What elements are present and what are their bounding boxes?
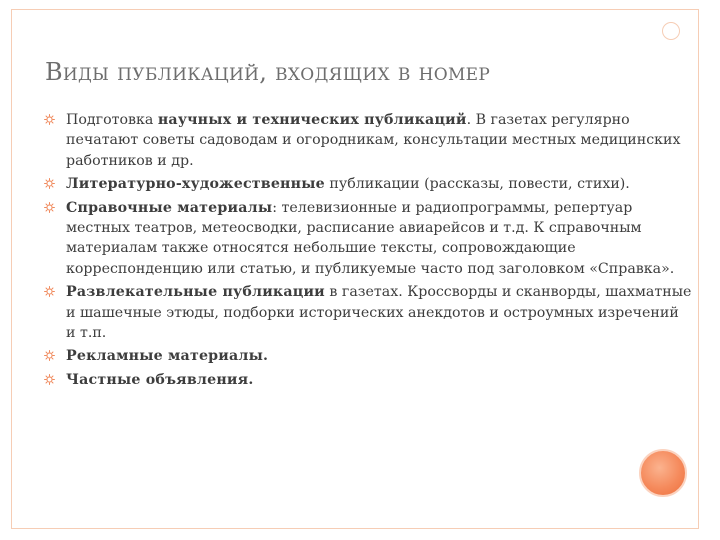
sun-bullet-icon xyxy=(44,286,55,297)
item-bold-text: научных и технических публикаций xyxy=(157,112,467,128)
list-item-literary xyxy=(42,174,692,194)
sun-bullet-icon xyxy=(44,114,55,125)
item-bold-text: Литературно-художественные xyxy=(66,176,325,193)
list-item-private-ads xyxy=(42,370,692,390)
item-bold-text: Справочные материалы xyxy=(66,199,273,216)
item-bold-text: Развлекательные публикации xyxy=(66,284,325,301)
list-item-entertainment xyxy=(42,282,692,343)
decorative-orange-circle xyxy=(639,449,687,497)
item-text: : телевизионные и радиопрограммы, репертуар местных театров, метеосводки, расписание авиарейсов и т.д. К справочным материалам также относятся небольшие тексты, сопровождающие корреспонденцию или статью, и публикуемые часто под заголовком «Справка». xyxy=(66,199,675,277)
item-text: в газетах. Кроссворды и сканворды, шахматные и шашечные этюды, подборки исторических анекдотов и остроумных изречений и т.п. xyxy=(66,284,692,342)
item-bold-text: Рекламные материалы. xyxy=(66,348,269,365)
item-bold-text: Частные объявления. xyxy=(66,371,254,388)
decorative-small-circle xyxy=(662,22,680,40)
bullet-list xyxy=(42,110,692,393)
sun-bullet-icon xyxy=(44,178,55,189)
sun-bullet-icon xyxy=(44,350,55,361)
sun-bullet-icon xyxy=(44,202,55,213)
list-item-scientific xyxy=(42,110,692,171)
list-item-advertising xyxy=(42,346,692,366)
list-item-reference xyxy=(42,198,692,280)
item-text: Подготовка xyxy=(66,112,158,128)
item-text: . В газетах регулярно печатают советы садоводам и огородникам, консультации местных медицинских работников и др. xyxy=(66,112,681,169)
slide-title: Виды публикаций, входящих в номер xyxy=(45,58,491,86)
sun-bullet-icon xyxy=(44,374,55,385)
item-text: публикации (рассказы, повести, стихи). xyxy=(324,176,630,193)
